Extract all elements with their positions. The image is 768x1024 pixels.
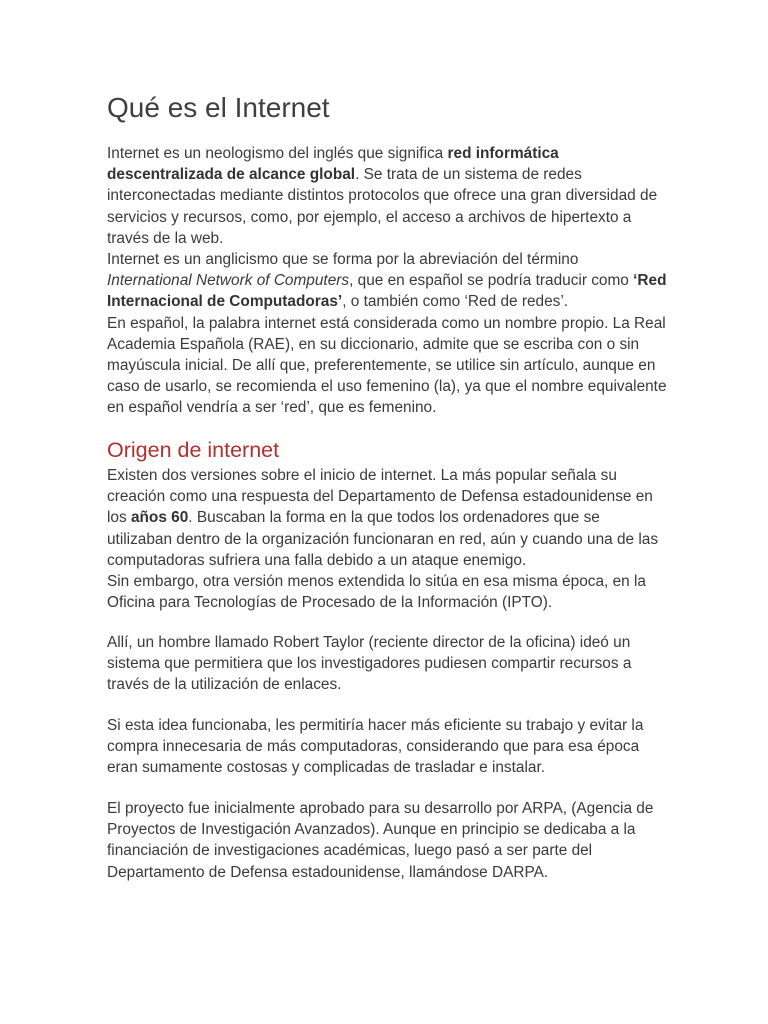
italic-term: International Network of Computers [107,272,350,290]
origin-section [107,465,667,613]
bold-term: red informática descentralizada de alcance global [107,145,559,184]
origin-paragraph-5: El proyecto fue inicialmente aprobado para su desarrollo por ARPA, (Agencia de Proyectos de Investigación Avanzados). Aunque en principio se dedicaba a la financiación de investigaciones académicas, luego pasó a ser parte del Departamento de Defensa estadounidense, llamándose DARPA. [107,800,654,881]
intro-text: Internet es un neologismo del inglés que significa [107,145,448,162]
origin-text: . Buscaban la forma en la que todos los ordenadores que se utilizaban dentro de la organización funcionaran en red, aún y cuando una de las computadoras sufriera una falla debido a un ataque enemigo. [107,509,659,569]
page-title: Qué es el Internet [107,92,330,123]
intro-text: , o también como ‘Red de redes’. [342,293,569,311]
intro-paragraph-3: En español, la palabra internet está considerada como un nombre propio. La Real Academia Española (RAE), en su diccionario, admite que se escriba con o sin mayúscula inicial. De allí que, preferentemente, se utilice sin artículo, aunque en caso de usarlo, se recomienda el uso femenino (la), ya que el nombre equivalente en español vendría a ser ‘red’, que es femenino. [107,314,667,417]
intro-paragraph-2 [107,249,667,313]
intro-section [107,143,667,419]
origin-paragraph-4: Si esta idea funcionaba, les permitiría hacer más eficiente su trabajo y evitar la compra innecesaria de más computadoras, considerando que para esa época eran sumamente costosas y complicadas de trasladar e instalar. [107,717,644,777]
origin-paragraph-2: Sin embargo, otra versión menos extendida lo sitúa en esa misma época, en la Oficina para Tecnologías de Procesado de la Información (IPTO). [107,573,646,612]
bold-term: ‘Red Internacional de Computadoras’ [107,272,667,311]
origin-paragraph-1 [107,465,667,571]
intro-text: , que en español se podría traducir como [349,272,634,290]
intro-text: Internet es un anglicismo que se forma por la abreviación del término [107,251,579,269]
section-title: Origen de internet [107,438,280,462]
intro-paragraph-1 [107,143,667,249]
bold-term: años 60 [130,509,189,527]
intro-text: . Se trata de un sistema de redes interconectadas mediante distintos protocolos que ofrece una gran diversidad de servicios y recursos, como, por ejemplo, el acceso a archivos de hipertexto a través de la web. [107,166,658,247]
origin-text: Existen dos versiones sobre el inicio de internet. La más popular señala su creación como una respuesta del Departamento de Defensa estadounidense en los [107,467,653,527]
origin-paragraph-3: Allí, un hombre llamado Robert Taylor (reciente director de la oficina) ideó un sistema que permitiera que los investigadores pudiesen compartir recursos a través de la utilización de enlaces. [107,634,632,694]
